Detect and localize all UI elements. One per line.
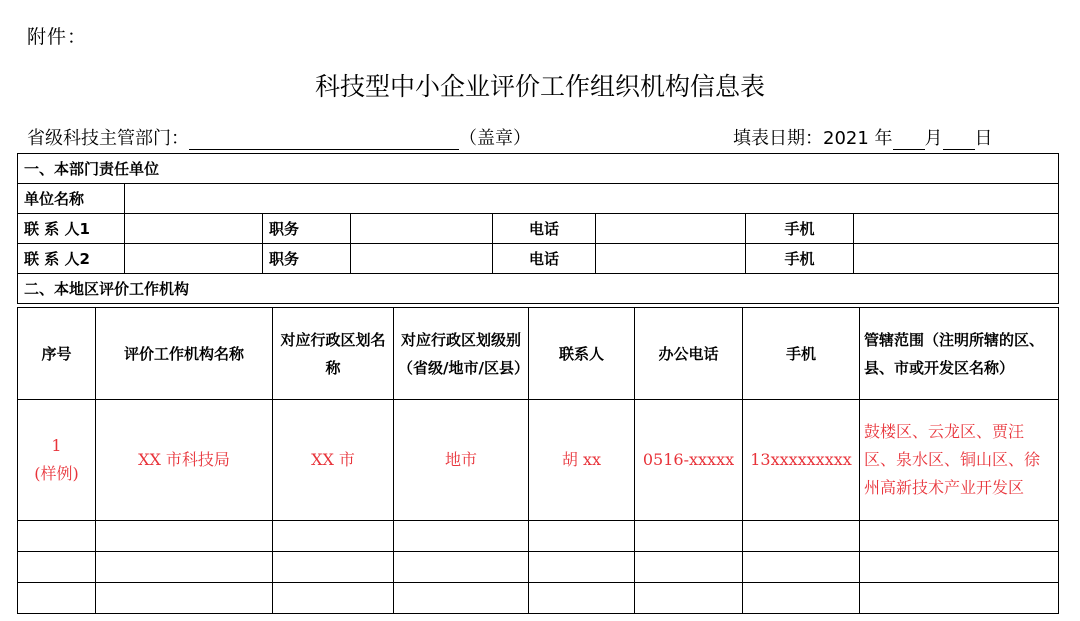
row-number-cell[interactable] — [18, 400, 96, 521]
responsible-unit-table — [17, 153, 1059, 304]
table-cell[interactable] — [529, 583, 635, 614]
contact-label: 联 系 人2 — [18, 244, 125, 274]
phone-label: 电话 — [493, 244, 596, 274]
table-cell[interactable] — [743, 552, 860, 583]
day-blank[interactable] — [943, 131, 975, 150]
table-cell[interactable] — [635, 521, 743, 552]
table-cell[interactable] — [394, 583, 529, 614]
row-note: (样例) — [34, 464, 79, 483]
dept-blank[interactable] — [189, 131, 459, 150]
mobile-cell[interactable] — [854, 214, 1059, 244]
row-number: 1 — [51, 436, 62, 455]
column-header: 联系人 — [529, 308, 635, 400]
column-header: 手机 — [743, 308, 860, 400]
seal-label: （盖章） — [459, 128, 531, 149]
mobile-label: 手机 — [746, 244, 854, 274]
region-name-cell[interactable]: XX 市 — [273, 400, 394, 521]
contact-name-cell[interactable] — [125, 214, 263, 244]
contact-name-cell[interactable] — [125, 244, 263, 274]
contact-row — [18, 244, 1059, 274]
jurisdiction-cell[interactable]: 鼓楼区、云龙区、贾汪区、泉水区、铜山区、徐州高新技术产业开发区 — [860, 400, 1059, 521]
org-name-cell[interactable]: XX 市科技局 — [96, 400, 273, 521]
column-header: 对应行政区划级别（省级/地市/区县） — [394, 308, 529, 400]
contact-row — [18, 214, 1059, 244]
column-header: 序号 — [18, 308, 96, 400]
table-cell[interactable] — [18, 521, 96, 552]
contact-cell[interactable]: 胡 xx — [529, 400, 635, 521]
table-cell[interactable] — [96, 552, 273, 583]
table-row — [18, 583, 1059, 614]
sample-row — [18, 400, 1059, 521]
table-row — [18, 552, 1059, 583]
phone-cell[interactable] — [596, 244, 746, 274]
date-label: 填表日期：2021 年 — [733, 128, 893, 149]
month-label: 月 — [924, 128, 943, 149]
column-header: 评价工作机构名称 — [96, 308, 273, 400]
month-blank[interactable] — [893, 131, 925, 150]
day-label: 日 — [974, 128, 993, 149]
column-header: 办公电话 — [635, 308, 743, 400]
evaluation-org-table — [17, 307, 1059, 614]
position-label: 职务 — [263, 244, 351, 274]
table-cell[interactable] — [273, 521, 394, 552]
phone-cell[interactable] — [596, 214, 746, 244]
table-cell[interactable] — [635, 583, 743, 614]
table-cell[interactable] — [96, 521, 273, 552]
mobile-cell[interactable]: 13xxxxxxxxx — [743, 400, 860, 521]
position-cell[interactable] — [351, 214, 493, 244]
region-level-cell[interactable]: 地市 — [394, 400, 529, 521]
table-cell[interactable] — [860, 552, 1059, 583]
unit-name-cell[interactable] — [125, 184, 1059, 214]
dept-field — [27, 124, 531, 150]
table-cell[interactable] — [394, 552, 529, 583]
column-header: 管辖范围（注明所辖的区、县、市或开发区名称） — [860, 308, 1059, 400]
mobile-label: 手机 — [746, 214, 854, 244]
table-cell[interactable] — [96, 583, 273, 614]
table-row — [18, 521, 1059, 552]
position-label: 职务 — [263, 214, 351, 244]
mobile-cell[interactable] — [854, 244, 1059, 274]
table-cell[interactable] — [273, 552, 394, 583]
position-cell[interactable] — [351, 244, 493, 274]
attachment-label: 附件： — [27, 26, 88, 48]
table-cell[interactable] — [635, 552, 743, 583]
page-title: 科技型中小企业评价工作组织机构信息表 — [314, 72, 765, 101]
table-cell[interactable] — [18, 552, 96, 583]
table-cell[interactable] — [743, 521, 860, 552]
date-field — [733, 124, 993, 150]
column-header: 对应行政区划名称 — [273, 308, 394, 400]
table-header-row — [18, 308, 1059, 400]
dept-label: 省级科技主管部门： — [27, 128, 189, 149]
table-cell[interactable] — [860, 521, 1059, 552]
table-cell[interactable] — [529, 521, 635, 552]
table-cell[interactable] — [529, 552, 635, 583]
unit-name-label: 单位名称 — [18, 184, 125, 214]
contact-label: 联 系 人1 — [18, 214, 125, 244]
section1-title: 一、本部门责任单位 — [18, 154, 1059, 184]
office-phone-cell[interactable]: 0516-xxxxx — [635, 400, 743, 521]
table-cell[interactable] — [273, 583, 394, 614]
table-cell[interactable] — [860, 583, 1059, 614]
table-cell[interactable] — [394, 521, 529, 552]
table-cell[interactable] — [743, 583, 860, 614]
table-cell[interactable] — [18, 583, 96, 614]
phone-label: 电话 — [493, 214, 596, 244]
section2-title: 二、本地区评价工作机构 — [18, 274, 1059, 304]
